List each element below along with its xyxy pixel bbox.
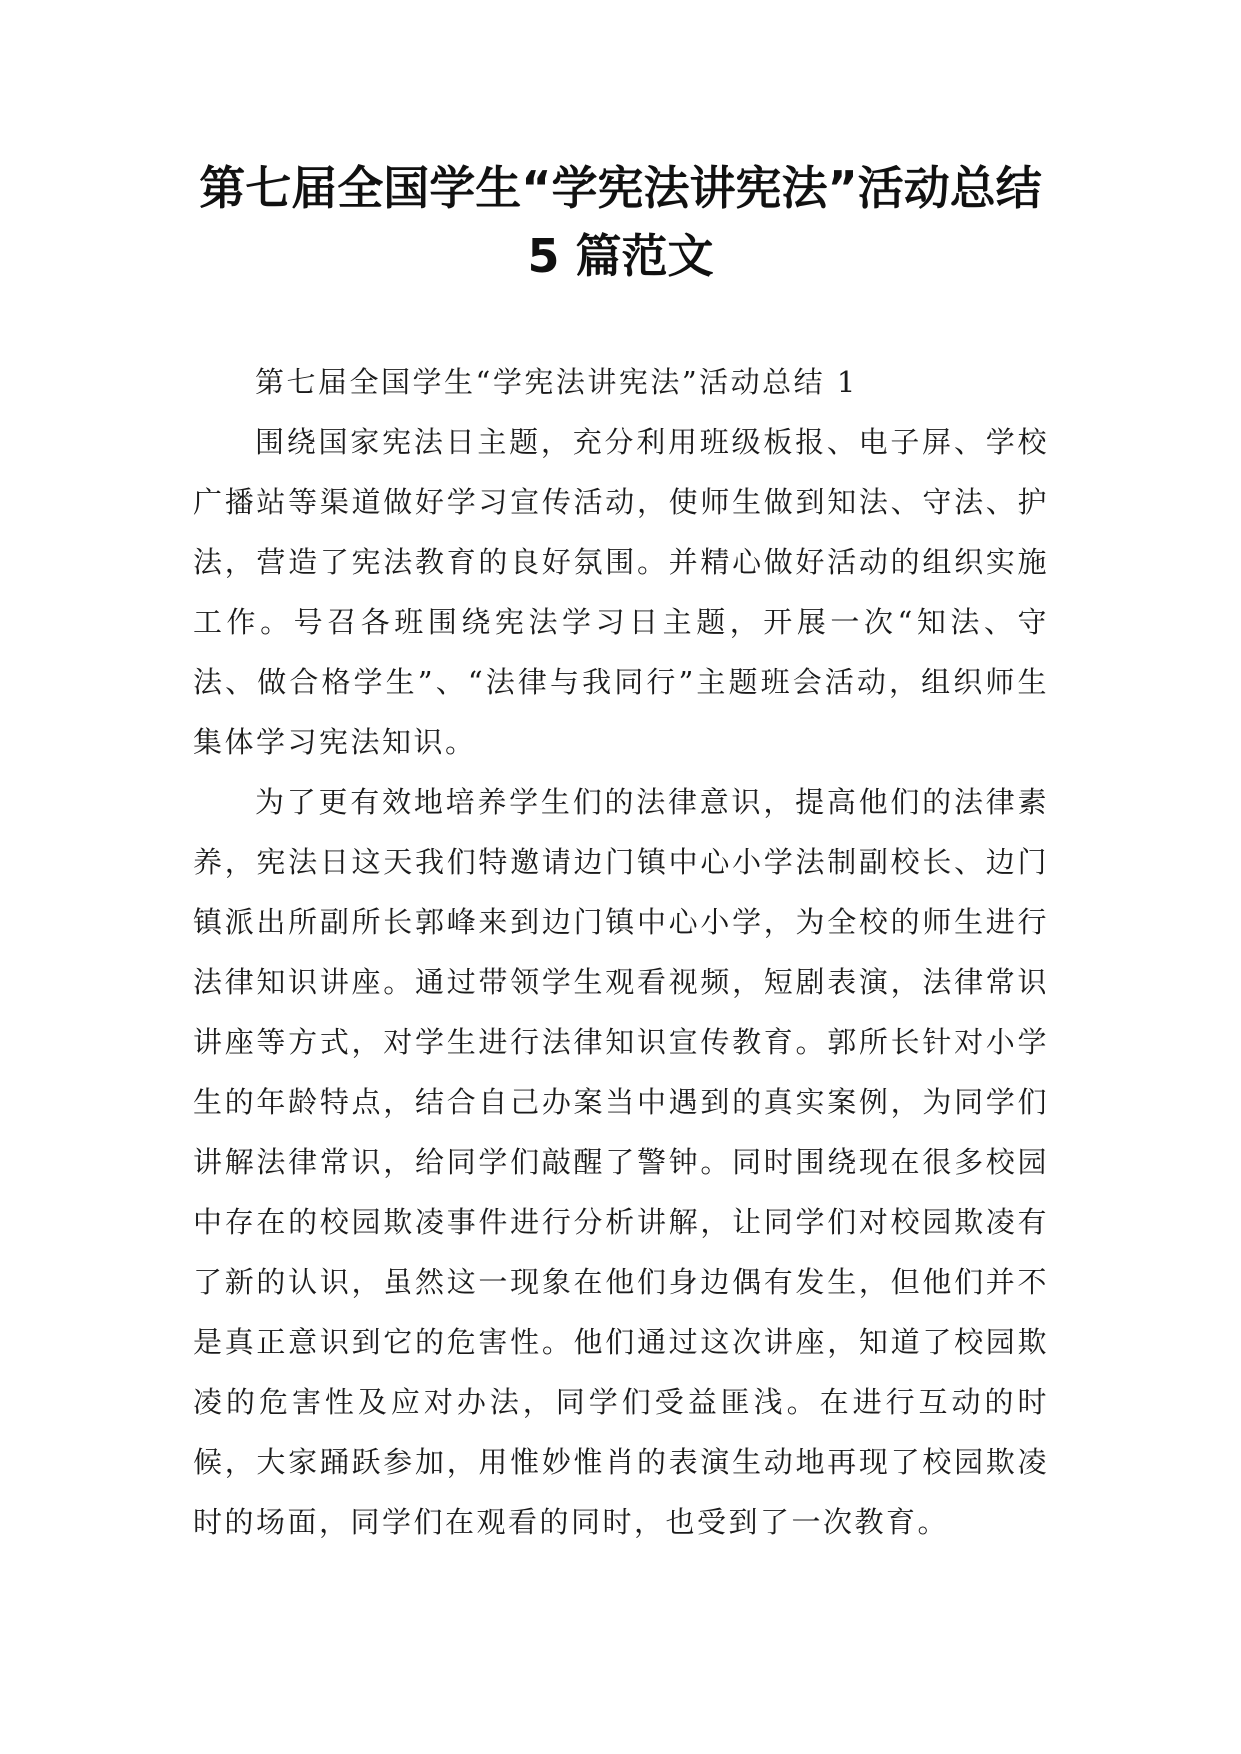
document-body <box>193 352 1049 1552</box>
body-paragraph: 为了更有效地培养学生们的法律意识，提高他们的法律素养，宪法日这天我们特邀请边门镇中心小学法制副校长、边门镇派出所副所长郭峰来到边门镇中心小学，为全校的师生进行法律知识讲座。通过带领学生观看视频，短剧表演，法律常识讲座等方式，对学生进行法律知识宣传教育。郭所长针对小学生的年龄特点，结合自己办案当中遇到的真实案例，为同学们讲解法律常识，给同学们敲醒了警钟。同时围绕现在很多校园中存在的校园欺凌事件进行分析讲解，让同学们对校园欺凌有了新的认识，虽然这一现象在他们身边偶有发生，但他们并不是真正意识到它的危害性。他们通过这次讲座，知道了校园欺凌的危害性及应对办法，同学们受益匪浅。在进行互动的时候，大家踊跃参加，用惟妙惟肖的表演生动地再现了校园欺凌时的场面，同学们在观看的同时，也受到了一次教育。 <box>193 785 1049 1539</box>
document-title-line-1: 第七届全国学生“学宪法讲宪法”活动总结 <box>199 161 1042 215</box>
body-paragraph: 围绕国家宪法日主题，充分利用班级板报、电子屏、学校广播站等渠道做好学习宣传活动，使师生做到知法、守法、护法，营造了宪法教育的良好氛围。并精心做好活动的组织实施工作。号召各班围绕宪法学习日主题，开展一次“知法、守法、做合格学生”、“法律与我同行”主题班会活动，组织师生集体学习宪法知识。 <box>193 425 1049 759</box>
document-title-line-2: 5 篇范文 <box>527 229 714 283</box>
section-heading: 第七届全国学生“学宪法讲宪法”活动总结 1 <box>255 365 858 399</box>
